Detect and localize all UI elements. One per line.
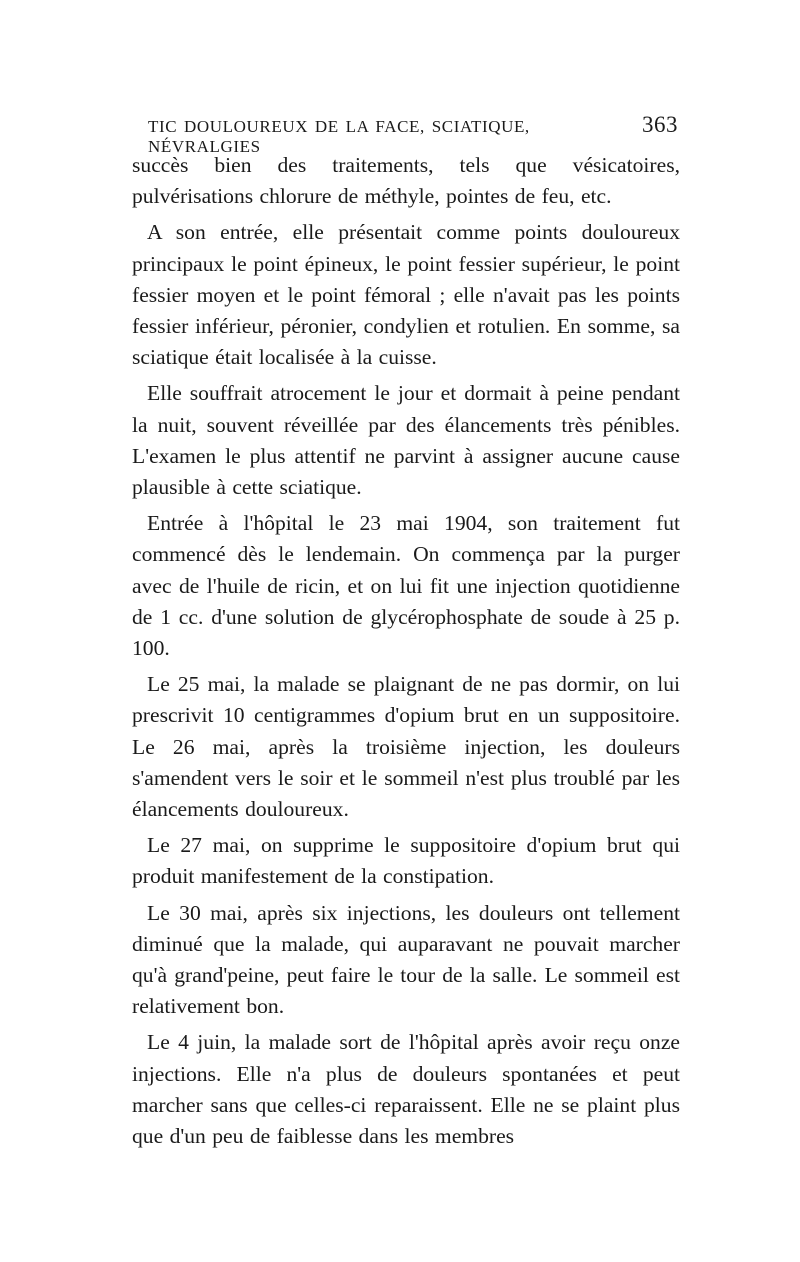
paragraph-june-4: Le 4 juin, la malade sort de l'hôpital après avoir reçu onze injections. Elle n'a plus de douleurs spontanées et peut marcher sans que celles-ci reparaissent. Elle ne se plaint plus que d'un peu de faiblesse dans les membres: [132, 1030, 680, 1149]
running-title: TIC DOULOUREUX DE LA FACE, SCIATIQUE, NÉVRALGIES: [148, 117, 530, 156]
paragraph-may-27: Le 27 mai, on supprime le suppositoire d'opium brut qui produit manifestement de la constipation.: [132, 833, 680, 889]
paragraph-may-25: Le 25 mai, la malade se plaignant de ne pas dormir, on lui prescrivit 10 centigrammes d'opium brut en un suppositoire. Le 26 mai, après la troisième injection, les douleurs s'amendent vers le soir et le sommeil n'est plus troublé par les élancements douloureux.: [132, 672, 680, 822]
paragraph-continuation: succès bien des traitements, tels que vésicatoires, pulvérisations chlorure de méthyle, pointes de feu, etc.: [132, 153, 680, 209]
paragraph-may-30: Le 30 mai, après six injections, les douleurs ont tellement diminué que la malade, qui auparavant ne pouvait marcher qu'à grand'peine, peut faire le tour de la salle. Le sommeil est relativement bon.: [132, 900, 680, 1019]
body-text: [132, 150, 680, 1157]
page-number: 363: [642, 112, 678, 137]
paragraph-suffering: Elle souffrait atrocement le jour et dormait à peine pendant la nuit, souvent réveillée par des élancements très pénibles. L'examen le plus attentif ne parvint à assigner aucune cause plausible à cette sciatique.: [132, 381, 680, 500]
paragraph-admission: Entrée à l'hôpital le 23 mai 1904, son traitement fut commencé dès le lendemain. On commença par la purger avec de l'huile de ricin, et on lui fit une injection quotidienne de 1 cc. d'une solution de glycérophosphate de soude à 25 p. 100.: [132, 511, 680, 661]
running-head: [148, 112, 678, 156]
paragraph-painful-points: A son entrée, elle présentait comme points douloureux principaux le point épineux, le point fessier supérieur, le point fessier moyen et le point fémoral ; elle n'avait pas les points fessier inférieur, péronier, condylien et rotulien. En somme, sa sciatique était localisée à la cuisse.: [132, 220, 680, 370]
